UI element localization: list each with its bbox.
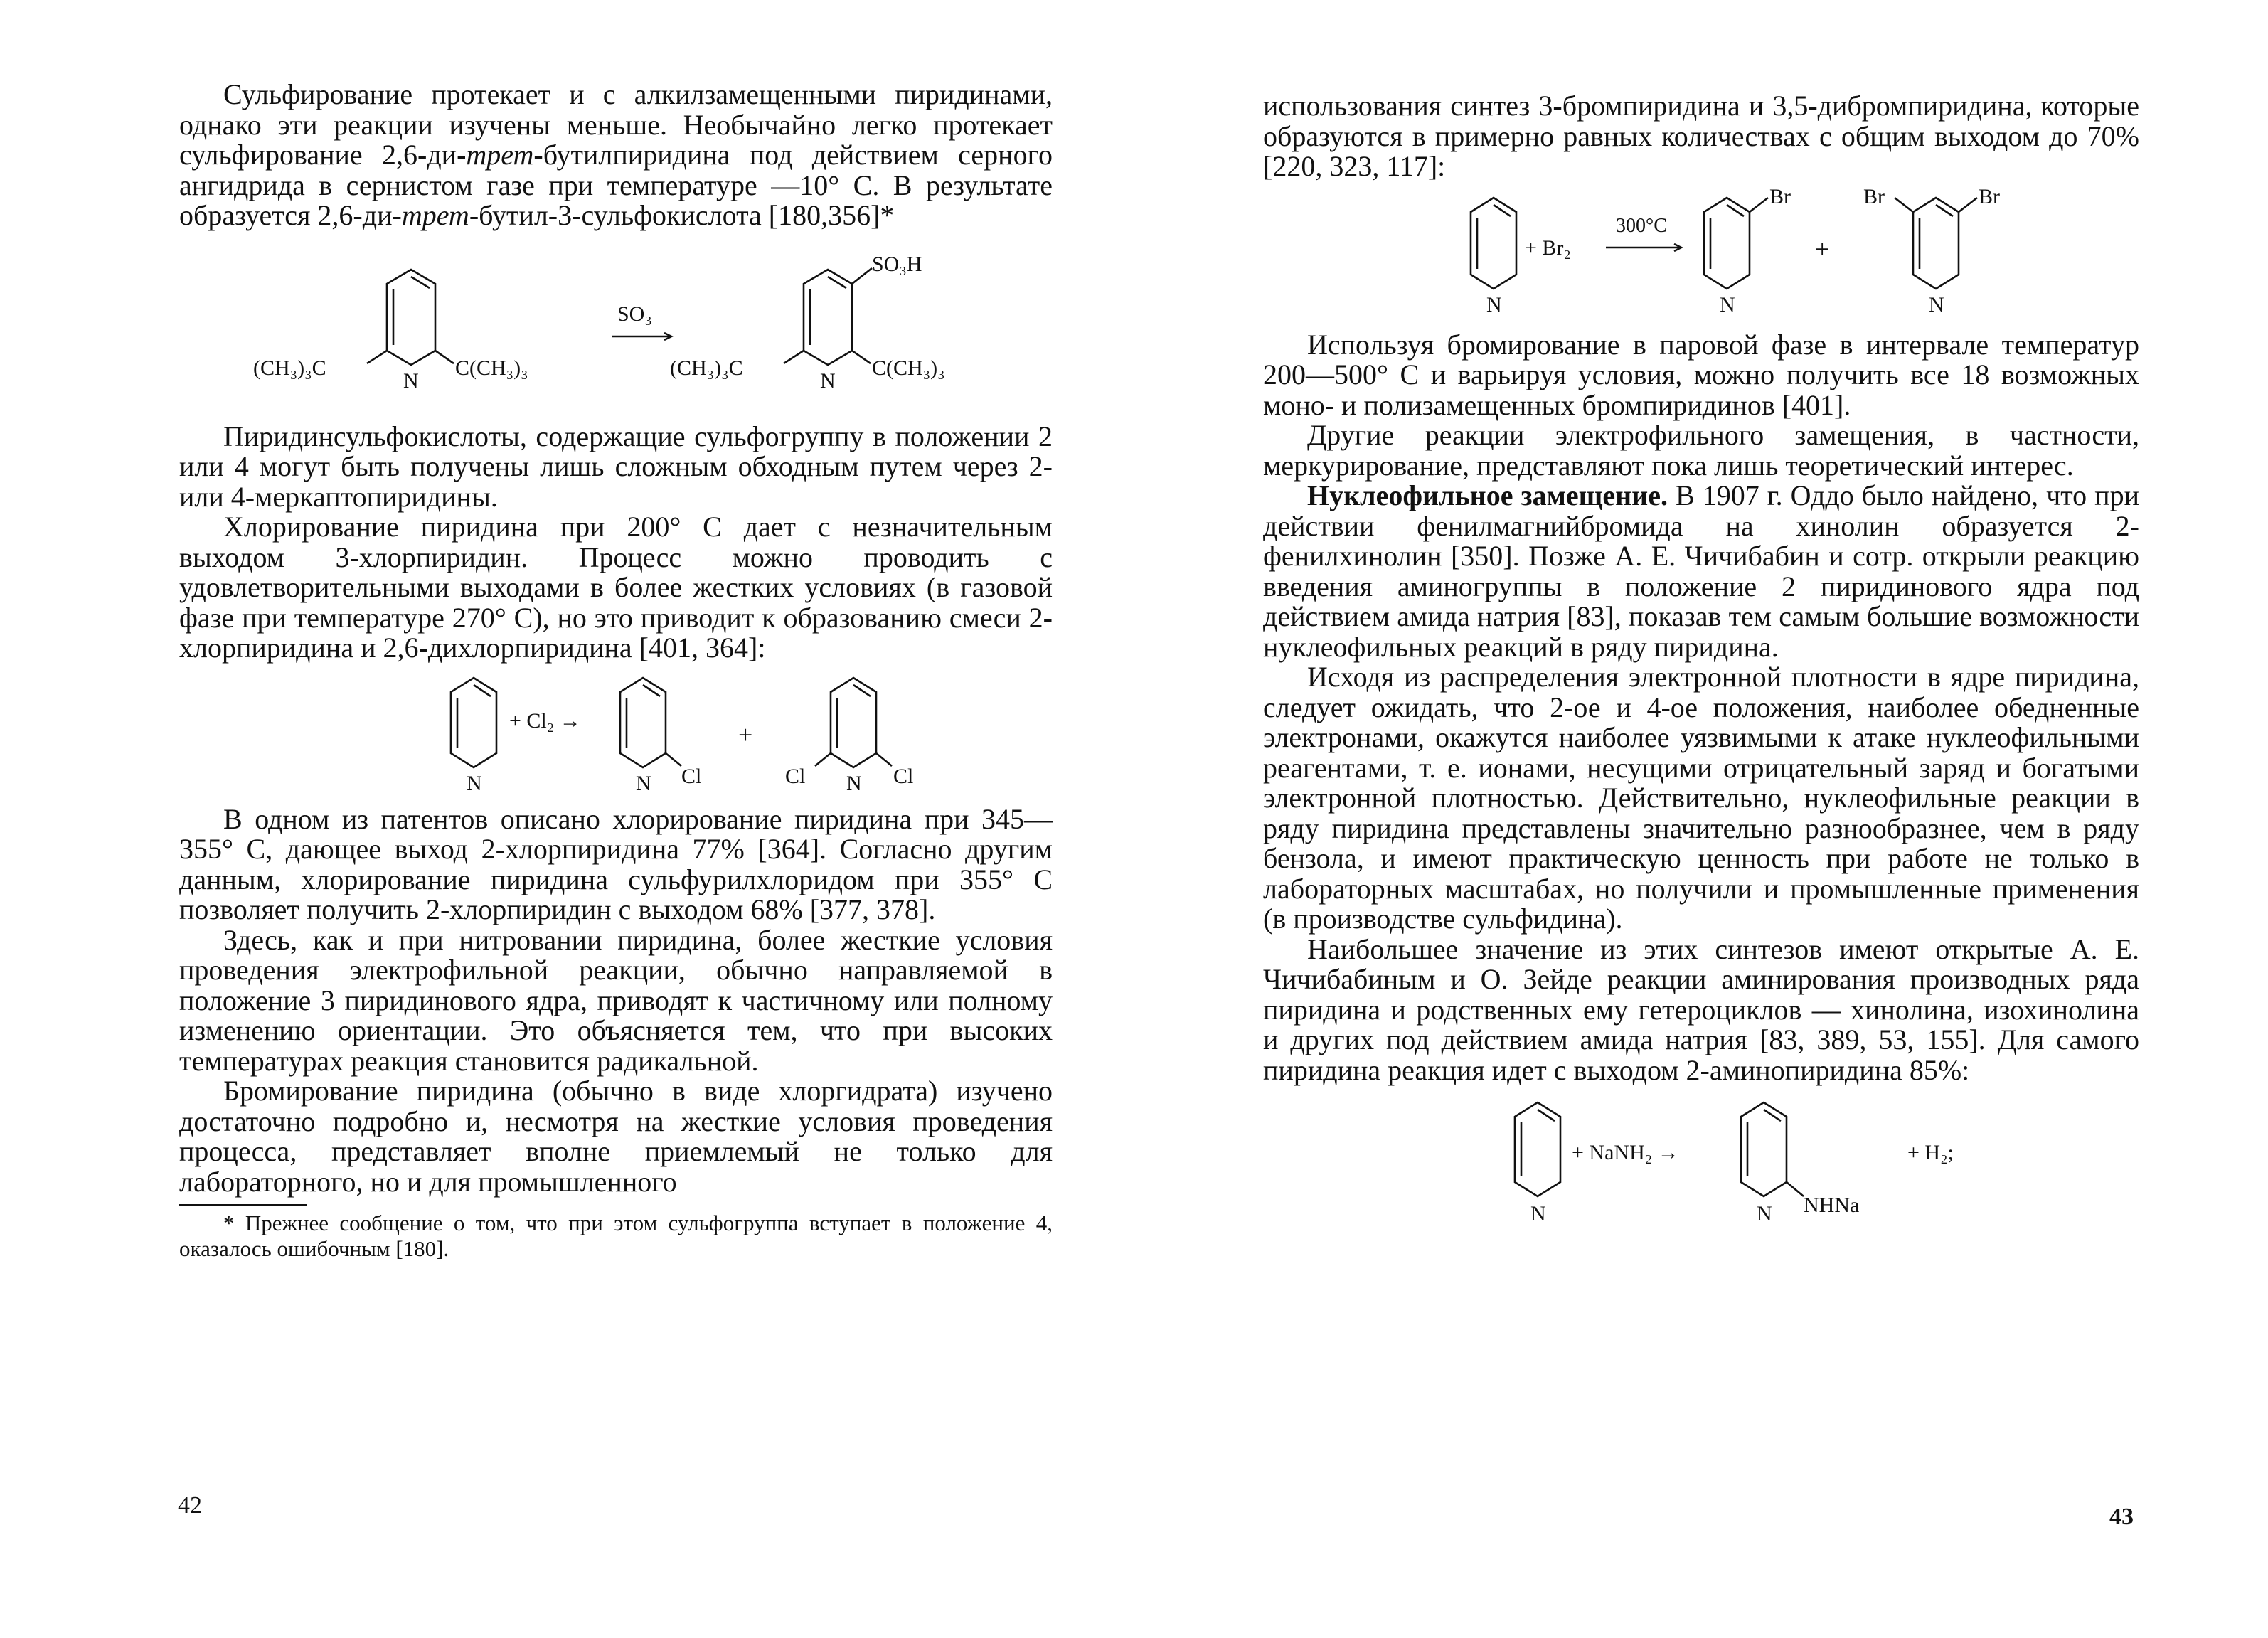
pyridine-ring-chloro xyxy=(620,678,666,767)
substituent-label: SO₃H xyxy=(872,252,922,276)
condition-label: 300°C xyxy=(1616,214,1667,237)
substituent-label: (CH₃)₃C xyxy=(253,356,326,380)
substituent-label: C(CH₃)₃ xyxy=(872,356,945,380)
bromination-scheme xyxy=(1346,188,2057,323)
footnote: * Прежнее сообщение о том, что при этом сульфогруппа вступает в положение 4, оказалось ошибочным [180]. xyxy=(179,1211,1053,1261)
nitrogen-label: N xyxy=(1757,1202,1772,1225)
plus-sign: + xyxy=(1815,234,1830,263)
right-page xyxy=(1134,0,2268,1638)
plus-sign: + xyxy=(738,720,753,749)
reagent-label: + Br₂ xyxy=(1525,235,1571,260)
bond xyxy=(815,753,831,766)
pyridine-ring-monobromo xyxy=(1704,198,1750,289)
bond xyxy=(1895,198,1913,212)
nitrogen-label: N xyxy=(1486,292,1502,317)
bromine-label: Br xyxy=(1979,187,2000,208)
paragraph-sulfonic-acids: Пиридинсульфокислоты, содержащие сульфогруппу в положении 2 или 4 могут быть получены лишь сложным обходным путем через 2- или 4-меркаптопиридины. xyxy=(179,420,1053,513)
footnote-divider xyxy=(179,1204,307,1206)
bond xyxy=(876,753,892,766)
nitrogen-label: N xyxy=(820,368,836,393)
sulfonation-scheme xyxy=(225,237,1007,415)
nitrogen-label: N xyxy=(467,771,482,795)
nitrogen-label: N xyxy=(1929,292,1944,317)
pyridine-ring-reactant xyxy=(1471,198,1516,289)
paragraph-chlorination: Хлорирование пиридина при 200° C дает с незначительным выходом 3-хлорпиридин. Процесс можно проводить с удовлетворительными выходами в более жестких условиях (в газовой фазе при температуре 270° C), но это приводит к образованию смеси 2-хлорпиридина и 2,6-дихлорпиридина [401, 364]: xyxy=(179,511,1053,664)
right-text-column xyxy=(1263,91,2139,1240)
page-number: 43 xyxy=(2109,1504,2134,1530)
paragraph-electron-density: Исходя из распределения электронной плотности в ядре пиридина, следует ожидать, что 2-ое и 4-ое положения, наиболее обедненные электронами, окажутся наиболее уязвимыми к атаке нуклеофильными реагентами, т. е. ионами, несущими отрицательный заряд и богатыми электронной плотностью. Действительно, нуклеофильные реакции в ряду пиридина представлены значительно разнообразнее, чем в ряду бензола, и имеют практическую ценность при работе не только в лабораторных масштабах, но получили и промышленные применения (в производстве сульфидина). xyxy=(1263,661,2139,935)
bromine-label: Br xyxy=(1863,187,1885,208)
paragraph-nucleophilic xyxy=(1263,481,2139,662)
amino-group-label: NHNa xyxy=(1804,1193,1860,1217)
nitrogen-label: N xyxy=(403,368,419,393)
section-heading: Нуклеофильное замещение. xyxy=(1307,479,1668,511)
bond xyxy=(784,351,804,363)
text-run: Сульфирование протекает и с алкилзамещенными пиридинами, однако эти реакции изучены меньше. Необычайно легко протекает сульфирование 2,6-ди- xyxy=(179,78,1053,171)
left-text-column xyxy=(179,80,1053,1262)
paragraph-orientation: Здесь, как и при нитровании пиридина, более жесткие условия проведения электрофильной реакции, обычно направляемой в положение 3 пиридинового ядра, приводят к частичному или полному изменению ориентации. Это объясняется тем, что при высоких температурах реакция становится радикальной. xyxy=(179,923,1053,1077)
pyridine-ring-dibromo xyxy=(1913,198,1959,289)
amination-scheme xyxy=(1346,1091,2057,1233)
reagent-label: + Cl₂ → xyxy=(509,708,581,733)
bond xyxy=(666,753,681,766)
reagent-label: + NaNH₂ → xyxy=(1572,1141,1679,1164)
italic-run: трет xyxy=(466,139,534,171)
substituent-label: (CH₃)₃C xyxy=(670,356,743,380)
bond xyxy=(1787,1182,1804,1196)
text-run: В 1907 г. Оддо было найдено, что при действии фенилмагнийбромида на хинолин образуется 2-фенилхинолин [350]. Позже А. Е. Чичибабин и сотр. открыли реакцию введения аминогруппы в положение 2 пиридинового ядра под действием амида натрия [83], показав тем самым большие возможности нуклеофильных реакций в ряду пиридина. xyxy=(1263,479,2139,663)
pyridine-ring-reactant xyxy=(1515,1102,1560,1196)
bond xyxy=(1750,198,1768,212)
bond xyxy=(852,351,871,363)
paragraph-other-reactions: Другие реакции электрофильного замещения, в частности, меркурирование, представляют пока лишь теоретический интерес. xyxy=(1263,419,2139,482)
pyridine-ring-dichloro xyxy=(831,678,876,767)
text-run: -бутилпиридина под действием серного ангидрида в сернистом газе при температуре —10° C. В результате образуется 2,6-ди- xyxy=(179,139,1053,231)
paragraph-bromination: Бромирование пиридина (обычно в виде хлоргидрата) изучено достаточно подробно и, несмотря на жесткие условия проведения процесса, представляет вполне приемлемый не только для лабораторного, но и для промышленного xyxy=(179,1075,1053,1198)
paragraph-sulfonation xyxy=(179,80,1053,231)
substituent-label: C(CH₃)₃ xyxy=(455,356,528,380)
page-number: 42 xyxy=(178,1492,202,1519)
pyridine-ring-reactant xyxy=(387,270,435,365)
nitrogen-label: N xyxy=(1530,1202,1546,1225)
paragraph-amination: Наибольшее значение из этих синтезов имеют открытые А. Е. Чичибабиным и О. Зейде реакции аминирования производных ряда пиридина и родственных ему гетероциклов — хинолина, изохинолина и других под действием амида натрия [83, 389, 53, 155]. Для самого пиридина реакция идет с выходом 2-аминопиридина 85%: xyxy=(1263,932,2139,1086)
paragraph-patent-chlorination: В одном из патентов описано хлорирование пиридина при 345—355° C, дающее выход 2-хлорпиридина 77% [364]. Согласно другим данным, хлорирование пиридина сульфурилхлоридом при 355° C позволяет получить 2-хлорпиридин с выходом 68% [377, 378]. xyxy=(179,802,1053,925)
byproduct-label: + H₂; xyxy=(1907,1141,1954,1164)
italic-run: трет xyxy=(401,199,469,231)
pyridine-ring-product xyxy=(1741,1102,1787,1196)
text-run: -бутил-3-сульфокислота [180,356]* xyxy=(469,199,895,231)
bond xyxy=(852,268,872,284)
reagent-label: SO₃ xyxy=(617,302,652,326)
pyridine-ring-product xyxy=(804,270,852,365)
nitrogen-label: N xyxy=(1720,292,1735,317)
nitrogen-label: N xyxy=(636,771,651,795)
pyridine-ring-reactant xyxy=(451,678,496,767)
bromine-label: Br xyxy=(1769,187,1791,208)
chlorine-label: Cl xyxy=(785,764,806,788)
bond xyxy=(435,351,454,363)
bond xyxy=(1959,198,1977,212)
chlorine-label: Cl xyxy=(681,764,702,788)
chlorine-label: Cl xyxy=(893,764,914,788)
bond xyxy=(367,351,387,363)
paragraph-bromination-continued: использования синтез 3-бромпиридина и 3,5-дибромпиридина, которые образуются в примерно равных количествах с общим выходом до 70% [220, 323, 117]: xyxy=(1263,90,2139,182)
chlorination-scheme xyxy=(260,669,971,797)
nitrogen-label: N xyxy=(846,771,862,795)
paragraph-vapor-bromination: Используя бромирование в паровой фазе в интервале температур 200—500° C и варьируя условия, можно получить все 18 возможных моно- и полизамещенных бромпиридинов [401]. xyxy=(1263,328,2139,421)
